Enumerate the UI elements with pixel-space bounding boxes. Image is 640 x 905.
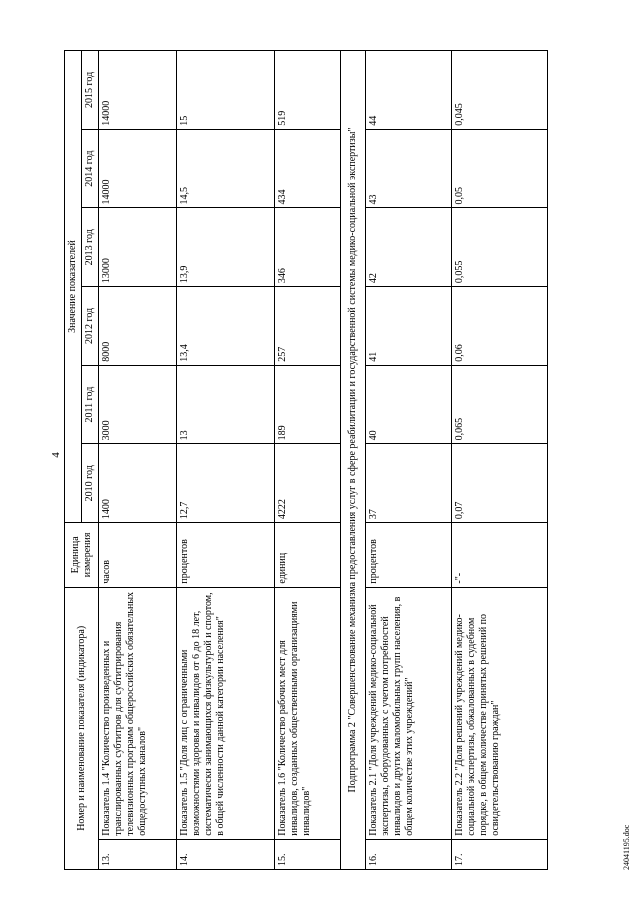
subprogram-title: Подпрограмма 2 "Совершенствование механизма предоставления услуг в сфере реабилитации и государственной системы медико-социальной экспертизы" (341, 51, 366, 870)
value-cell: 13 (177, 365, 275, 444)
value-cell: 41 (366, 287, 452, 366)
value-cell: 12,7 (177, 444, 275, 523)
table-row (177, 51, 275, 870)
unit-cell: -"- (452, 523, 548, 588)
row-number: 17. (452, 839, 548, 869)
indicator-name: Показатель 1.6 "Количество рабочих мест для инвалидов, созданных общественными организациями инвалидов" (275, 587, 341, 839)
value-cell: 42 (366, 208, 452, 287)
value-cell: 13000 (99, 208, 177, 287)
row-number: 14. (177, 839, 275, 869)
page-number: 4 (50, 452, 62, 458)
header-year: 2015 год (82, 51, 99, 130)
value-cell: 257 (275, 287, 341, 366)
header-unit: Единица измерения (65, 523, 99, 588)
value-cell: 519 (275, 51, 341, 130)
table-row (99, 51, 177, 870)
table-row (275, 51, 341, 870)
header-year: 2011 год (82, 365, 99, 444)
value-cell: 189 (275, 365, 341, 444)
indicator-name: Показатель 2.1 "Доля учреждений медико-социальной экспертизы, оборудованных с учетом потребностей инвалидов и других маломобильных групп населения, в общем количестве этих учреждений" (366, 587, 452, 839)
table-row (452, 51, 548, 870)
header-values-group: Значение показателей (65, 51, 82, 523)
header-indicator: Номер и наименование показателя (индикатора) (65, 587, 99, 869)
value-cell: 4222 (275, 444, 341, 523)
indicator-name: Показатель 1.4 "Количество произведенных и транслированных субтитров для субтитрирования телевизионных программ общероссийских обязательных общедоступных каналов" (99, 587, 177, 839)
value-cell: 40 (366, 365, 452, 444)
value-cell: 43 (366, 129, 452, 208)
table-row (366, 51, 452, 870)
value-cell: 15 (177, 51, 275, 130)
row-number: 16. (366, 839, 452, 869)
value-cell: 434 (275, 129, 341, 208)
indicator-name: Показатель 1.5 "Доля лиц с ограниченными возможностями здоровья и инвалидов от 6 до 18 лет, систематически занимающихся физкультурой и спортом, в общей численности данной категории населения" (177, 587, 275, 839)
value-cell: 346 (275, 208, 341, 287)
row-number: 13. (99, 839, 177, 869)
row-number: 15. (275, 839, 341, 869)
value-cell: 0,07 (452, 444, 548, 523)
value-cell: 1400 (99, 444, 177, 523)
subprogram-row (341, 51, 366, 870)
header-year: 2010 год (82, 444, 99, 523)
header-row-1 (65, 51, 82, 870)
value-cell: 0,06 (452, 287, 548, 366)
value-cell: 13,9 (177, 208, 275, 287)
value-cell: 0,055 (452, 208, 548, 287)
unit-cell: единиц (275, 523, 341, 588)
unit-cell: часов (99, 523, 177, 588)
value-cell: 37 (366, 444, 452, 523)
value-cell: 3000 (99, 365, 177, 444)
value-cell: 8000 (99, 287, 177, 366)
value-cell: 14000 (99, 129, 177, 208)
indicator-name: Показатель 2.2 "Доля решений учреждений медико-социальной экспертизы, обжалованных в судебном порядке, в общем количестве принятых решений по освидетельствованию граждан" (452, 587, 548, 839)
value-cell: 14000 (99, 51, 177, 130)
rotated-content (40, 40, 631, 870)
unit-cell: процентов (177, 523, 275, 588)
value-cell: 13,4 (177, 287, 275, 366)
document-code: 24041195.doc (622, 824, 631, 870)
value-cell: 0,05 (452, 129, 548, 208)
value-cell: 0,065 (452, 365, 548, 444)
header-year: 2014 год (82, 129, 99, 208)
value-cell: 44 (366, 51, 452, 130)
value-cell: 14,5 (177, 129, 275, 208)
header-year: 2012 год (82, 287, 99, 366)
header-year: 2013 год (82, 208, 99, 287)
indicators-table (64, 50, 548, 870)
value-cell: 0,045 (452, 51, 548, 130)
unit-cell: процентов (366, 523, 452, 588)
